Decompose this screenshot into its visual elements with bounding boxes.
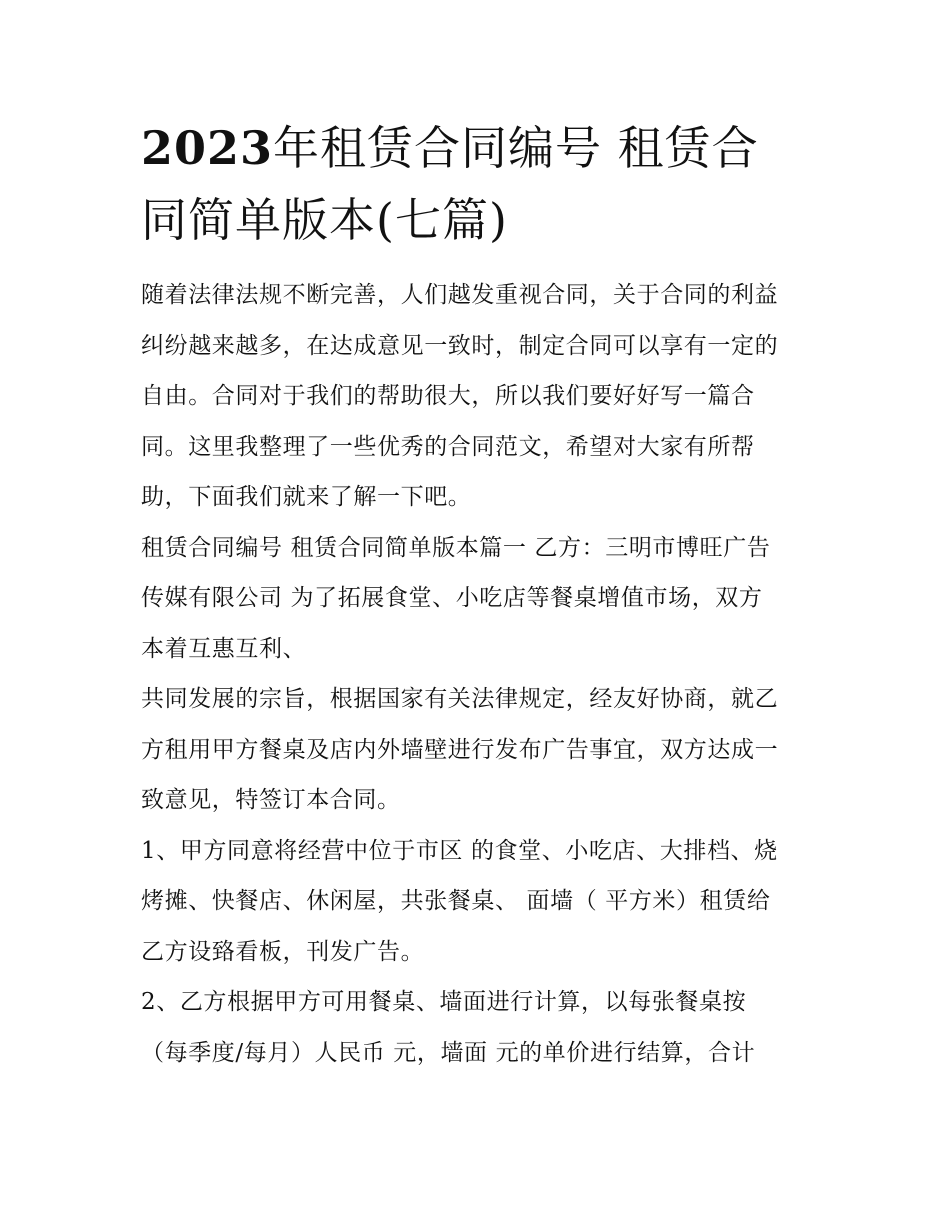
- title-line-1: [141, 112, 813, 184]
- text-line: 本着互惠互利、: [141, 635, 307, 662]
- paragraph-section-1: [141, 523, 813, 675]
- paragraph-intro: [141, 270, 813, 523]
- title-text: 同简单版本(七篇): [141, 193, 508, 247]
- title-line-2: [141, 184, 813, 256]
- text-line: 致意见，特签订本合同。: [141, 787, 401, 813]
- document-title: [141, 112, 813, 256]
- text-line: 烤摊、快餐店、休闲屋，共张餐桌、 面墙（ 平方米）租赁给: [141, 888, 771, 914]
- text-line: 同。这里我整理了一些优秀的合同范文，希望对大家有所帮: [141, 433, 755, 460]
- clause-1: [141, 826, 813, 978]
- text-line: 自由。合同对于我们的帮助很大，所以我们要好好写一篇合: [141, 383, 755, 409]
- text-line: 纠纷越来越多，在达成意见一致时，制定合同可以享有一定的: [141, 332, 779, 359]
- text-line: 租赁合同编号 租赁合同简单版本篇一 乙方：三明市博旺广告: [141, 534, 771, 561]
- clause-2: [141, 977, 813, 1078]
- text-line: 助，下面我们就来了解一下吧。: [141, 484, 472, 510]
- text-line: （每季度/每月）人民币 元，墙面 元的单价进行结算，合计: [141, 1039, 756, 1066]
- text-line: 乙方设臵看板，刊发广告。: [141, 938, 425, 965]
- text-line: 随着法律法规不断完善，人们越发重视合同，关于合同的利益: [141, 282, 779, 308]
- text-line: 1、甲方同意将经营中位于市区 的食堂、小吃店、大排档、烧: [141, 837, 778, 864]
- paragraph-purpose: [141, 674, 813, 826]
- text-line: 2、乙方根据甲方可用餐桌、墙面进行计算，以每张餐桌按: [141, 989, 747, 1015]
- text-line: 共同发展的宗旨，根据国家有关法律规定，经友好协商，就乙: [141, 686, 779, 712]
- title-year: 2023: [141, 121, 274, 175]
- text-line: 方租用甲方餐桌及店内外墙壁进行发布广告事宜，双方达成一: [141, 736, 779, 763]
- text-line: 传媒有限公司 为了拓展食堂、小吃店等餐桌增值市场，双方: [141, 585, 763, 611]
- document-page: [141, 112, 813, 1078]
- title-text: 年租赁合同编号 租赁合: [273, 121, 759, 175]
